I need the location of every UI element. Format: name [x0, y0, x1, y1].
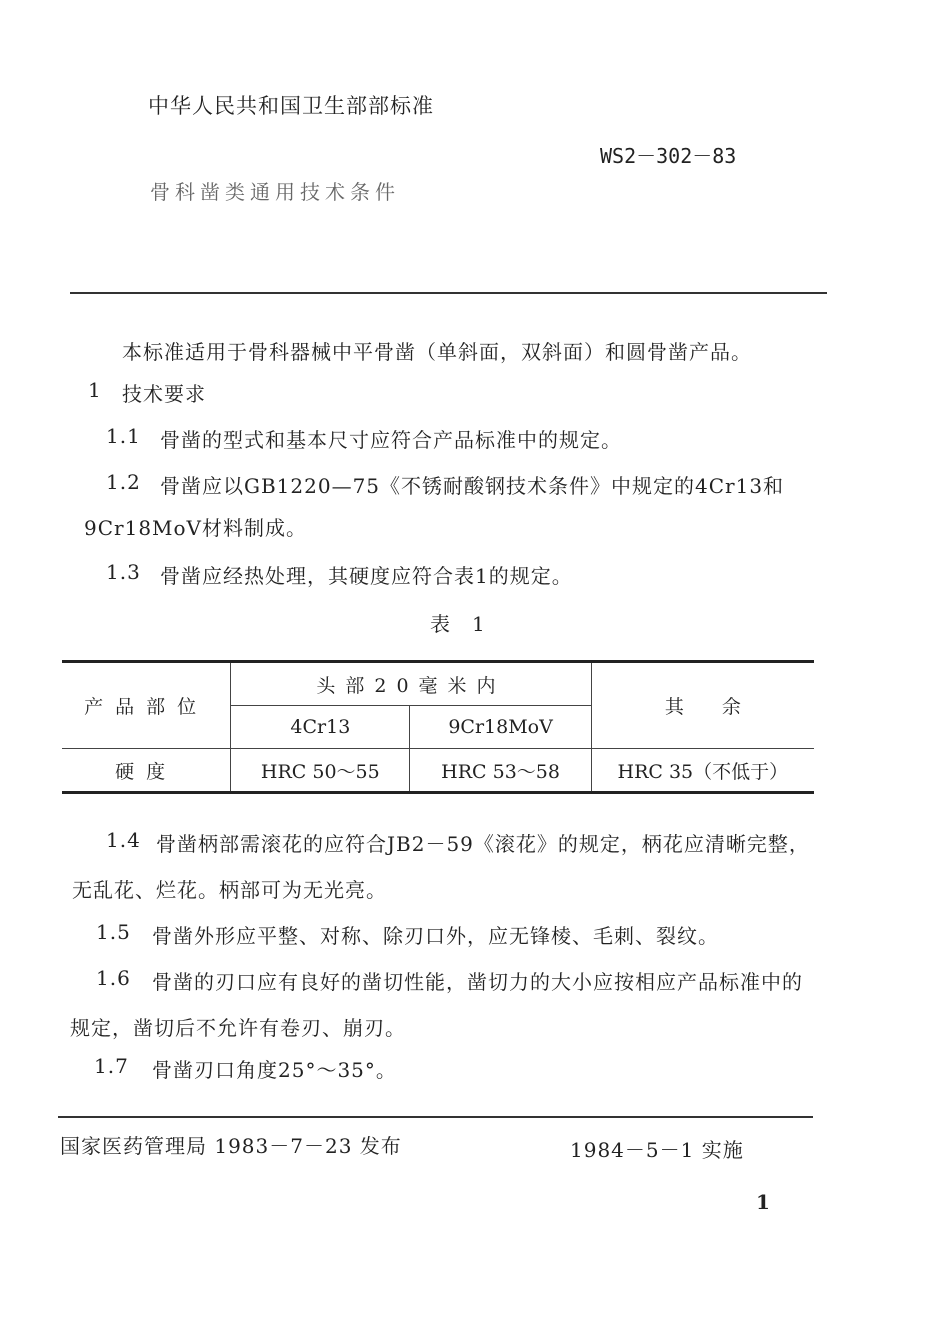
header-head-20mm: 头部20毫米内: [231, 662, 591, 706]
clause-1-3-text: 骨凿应经热处理，其硬度应符合表1的规定。: [160, 564, 573, 588]
clause-1-6-number: 1.6: [96, 966, 131, 990]
hardness-9cr18mov: HRC 53～58: [410, 749, 591, 793]
clause-1-6-text: 骨凿的刃口应有良好的凿切性能，凿切力的大小应按相应产品标准中的: [152, 970, 803, 994]
material-4cr13: 4Cr13: [231, 706, 410, 749]
clause-1-6-continuation: 规定，凿切后不允许有卷刃、崩刃。: [70, 1016, 406, 1040]
clause-1-1-text: 骨凿的型式和基本尺寸应符合产品标准中的规定。: [160, 428, 622, 452]
clause-1-3-number: 1.3: [106, 560, 141, 584]
intro-paragraph: 本标准适用于骨科器械中平骨凿（单斜面，双斜面）和圆骨凿产品。: [122, 340, 752, 364]
clause-1-2-number: 1.2: [106, 470, 141, 494]
document-title: 骨科凿类通用技术条件: [150, 180, 400, 204]
clause-1-4-number: 1.4: [106, 828, 141, 852]
clause-1-4-text: 骨凿柄部需滚花的应符合JB2－59《滚花》的规定，柄花应清晰完整，: [156, 832, 810, 856]
issue-date: 国家医药管理局 1983－7－23 发布: [60, 1134, 402, 1158]
header-divider: [70, 292, 827, 294]
effective-date: 1984－5－1 实施: [570, 1138, 744, 1162]
row-label-hardness: 硬度: [62, 749, 231, 793]
clause-1-7-text: 骨凿刃口角度25°～35°。: [152, 1058, 397, 1082]
header-product-part: 产品部位: [62, 662, 231, 749]
hardness-table: [62, 660, 814, 794]
clause-1-1-number: 1.1: [106, 424, 141, 448]
clause-1-2-text: 骨凿应以GB1220—75《不锈耐酸钢技术条件》中规定的4Cr13和: [160, 474, 785, 498]
issuing-authority: 中华人民共和国卫生部部标准: [148, 94, 434, 118]
clause-1-7-number: 1.7: [94, 1054, 129, 1078]
section-1-number: 1: [88, 378, 102, 402]
hardness-4cr13: HRC 50～55: [231, 749, 410, 793]
table-caption: 表 1: [430, 612, 486, 636]
standard-code: WS2－302－83: [600, 144, 737, 168]
section-1-title: 技术要求: [122, 382, 206, 406]
clause-1-5-number: 1.5: [96, 920, 131, 944]
header-remainder: 其 余: [591, 662, 814, 749]
page-number: 1: [756, 1190, 770, 1214]
footer-divider: [58, 1116, 813, 1118]
clause-1-5-text: 骨凿外形应平整、对称、除刃口外，应无锋棱、毛刺、裂纹。: [152, 924, 719, 948]
material-9cr18mov: 9Cr18MoV: [410, 706, 591, 749]
hardness-remainder: HRC 35（不低于）: [591, 749, 814, 793]
clause-1-2-continuation: 9Cr18MoV材料制成。: [84, 516, 307, 540]
clause-1-4-continuation: 无乱花、烂花。柄部可为无光亮。: [72, 878, 387, 902]
